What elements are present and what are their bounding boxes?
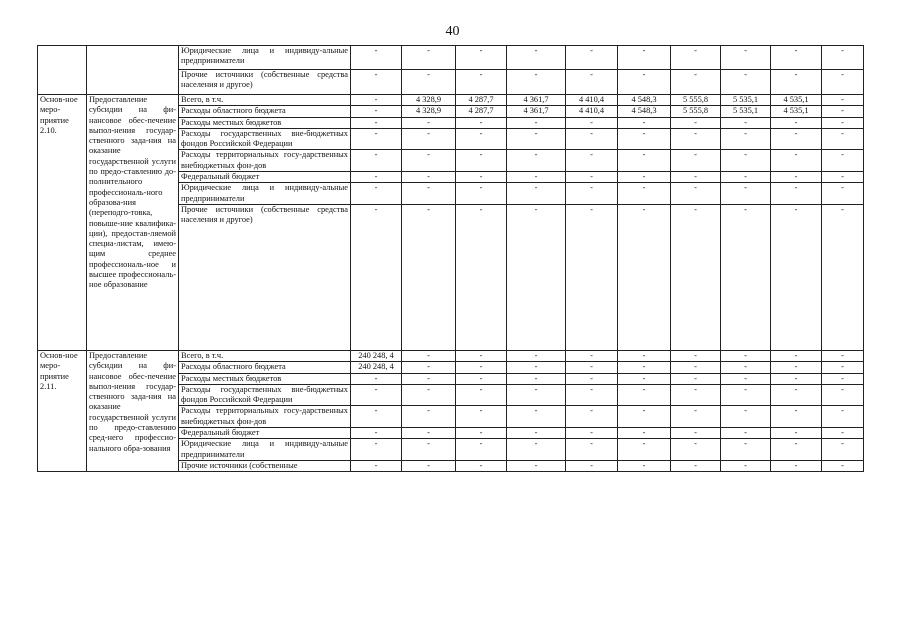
value-cell: 4 287,7 xyxy=(456,106,507,117)
value-cell: - xyxy=(671,128,721,150)
value-cell: - xyxy=(456,350,507,361)
value-cell: - xyxy=(402,350,456,361)
value-cell: 4 535,1 xyxy=(771,106,822,117)
value-cell: - xyxy=(507,373,566,384)
value-cell: - xyxy=(402,384,456,406)
value-cell: - xyxy=(618,350,671,361)
value-cell: - xyxy=(671,428,721,439)
row-label: Расходы государственных вне-бюджетных фондов Российской Федерации xyxy=(179,384,351,406)
measure-description-cell: Предоставление субсидии на фи-нансовое обес-печение выпол-нения государ-ственного зада-ния на оказание государственной услуги по предо-ставлению до-полнительного профессиональ-ного образова-ния (переподго-товка, повыше-ние квалифика-ции), предостав-ляемой специа-листам, имею-щим среднее профессиональ-ное и высшее профессиональ-ное образование xyxy=(87,95,179,351)
measure-code-cell xyxy=(38,46,87,95)
value-cell: - xyxy=(566,183,618,205)
value-cell: - xyxy=(721,406,771,428)
value-cell: - xyxy=(456,439,507,461)
page-number: 40 xyxy=(445,24,460,39)
value-cell: - xyxy=(402,172,456,183)
value-cell: - xyxy=(566,384,618,406)
value-cell: 4 328,9 xyxy=(402,106,456,117)
row-label: Расходы территориальных госу-дарственных внебюджетных фон-дов xyxy=(179,406,351,428)
value-cell: - xyxy=(507,384,566,406)
value-cell: - xyxy=(822,373,864,384)
value-cell: 4 410,4 xyxy=(566,95,618,106)
value-cell: - xyxy=(566,117,618,128)
row-label: Прочие источники (собственные средства населения и другое) xyxy=(179,70,351,95)
value-cell: 4 410,4 xyxy=(566,106,618,117)
value-cell: - xyxy=(721,373,771,384)
value-cell: - xyxy=(822,350,864,361)
value-cell: - xyxy=(822,70,864,95)
value-cell: - xyxy=(351,46,402,70)
value-cell: - xyxy=(351,428,402,439)
value-cell: - xyxy=(671,172,721,183)
value-cell: - xyxy=(721,183,771,205)
row-label: Юридические лица и индивиду-альные предприниматели xyxy=(179,46,351,70)
value-cell: 5 535,1 xyxy=(721,95,771,106)
value-cell: - xyxy=(456,117,507,128)
table-row xyxy=(38,46,864,70)
value-cell: - xyxy=(822,183,864,205)
row-label: Федеральный бюджет xyxy=(179,172,351,183)
row-label: Всего, в т.ч. xyxy=(179,95,351,106)
value-cell: - xyxy=(507,150,566,172)
measure-code-cell: Основ-ное меро-приятие 2.11. xyxy=(38,350,87,471)
value-cell: - xyxy=(351,373,402,384)
value-cell: - xyxy=(671,117,721,128)
value-cell: - xyxy=(402,183,456,205)
value-cell: 4 328,9 xyxy=(402,95,456,106)
value-cell: - xyxy=(402,128,456,150)
table-row xyxy=(38,350,864,361)
value-cell: - xyxy=(351,183,402,205)
value-cell: - xyxy=(566,46,618,70)
value-cell: - xyxy=(771,117,822,128)
value-cell: - xyxy=(671,439,721,461)
value-cell: - xyxy=(771,350,822,361)
value-cell: - xyxy=(507,128,566,150)
row-label: Расходы государственных вне-бюджетных фондов Российской Федерации xyxy=(179,128,351,150)
value-cell: - xyxy=(618,46,671,70)
value-cell: - xyxy=(456,204,507,350)
value-cell: - xyxy=(566,428,618,439)
value-cell: - xyxy=(671,406,721,428)
value-cell: - xyxy=(566,362,618,373)
value-cell: - xyxy=(721,172,771,183)
value-cell: - xyxy=(351,204,402,350)
value-cell: - xyxy=(456,362,507,373)
value-cell: - xyxy=(771,373,822,384)
value-cell: - xyxy=(721,428,771,439)
value-cell: - xyxy=(402,362,456,373)
value-cell: - xyxy=(507,406,566,428)
value-cell: - xyxy=(507,350,566,361)
value-cell: - xyxy=(566,150,618,172)
value-cell: - xyxy=(822,384,864,406)
value-cell: - xyxy=(402,204,456,350)
value-cell: - xyxy=(618,460,671,471)
value-cell: - xyxy=(566,439,618,461)
value-cell: - xyxy=(566,204,618,350)
row-label: Расходы областного бюджета xyxy=(179,362,351,373)
value-cell: 5 555,8 xyxy=(671,106,721,117)
value-cell: - xyxy=(456,183,507,205)
value-cell: - xyxy=(721,350,771,361)
value-cell: - xyxy=(618,428,671,439)
value-cell: - xyxy=(721,46,771,70)
value-cell: - xyxy=(618,362,671,373)
value-cell: - xyxy=(456,406,507,428)
value-cell: - xyxy=(351,384,402,406)
value-cell: - xyxy=(618,406,671,428)
value-cell: - xyxy=(771,70,822,95)
value-cell: - xyxy=(456,460,507,471)
value-cell: - xyxy=(507,362,566,373)
value-cell: - xyxy=(822,150,864,172)
row-label: Расходы областного бюджета xyxy=(179,106,351,117)
value-cell: - xyxy=(822,117,864,128)
value-cell: - xyxy=(822,106,864,117)
value-cell: - xyxy=(771,406,822,428)
value-cell: - xyxy=(771,460,822,471)
value-cell: - xyxy=(507,46,566,70)
value-cell: - xyxy=(456,70,507,95)
value-cell: - xyxy=(771,46,822,70)
value-cell: 5 555,8 xyxy=(671,95,721,106)
value-cell: - xyxy=(822,128,864,150)
value-cell: - xyxy=(771,183,822,205)
value-cell: - xyxy=(351,406,402,428)
value-cell: - xyxy=(456,46,507,70)
value-cell: - xyxy=(822,95,864,106)
value-cell: - xyxy=(507,439,566,461)
value-cell: - xyxy=(566,373,618,384)
value-cell: - xyxy=(351,70,402,95)
value-cell: - xyxy=(721,70,771,95)
value-cell: - xyxy=(618,150,671,172)
value-cell: - xyxy=(618,128,671,150)
row-label: Юридические лица и индивиду-альные предприниматели xyxy=(179,183,351,205)
value-cell: - xyxy=(721,384,771,406)
value-cell: - xyxy=(618,117,671,128)
value-cell: - xyxy=(402,460,456,471)
value-cell: - xyxy=(771,150,822,172)
value-cell: - xyxy=(402,428,456,439)
value-cell: - xyxy=(507,204,566,350)
value-cell: - xyxy=(507,117,566,128)
value-cell: 240 248, 4 xyxy=(351,350,402,361)
value-cell: - xyxy=(351,106,402,117)
value-cell: - xyxy=(822,362,864,373)
value-cell: - xyxy=(618,204,671,350)
value-cell: - xyxy=(618,384,671,406)
value-cell: - xyxy=(822,460,864,471)
row-label: Федеральный бюджет xyxy=(179,428,351,439)
row-label: Всего, в т.ч. xyxy=(179,350,351,361)
value-cell: - xyxy=(507,183,566,205)
value-cell: - xyxy=(771,428,822,439)
value-cell: - xyxy=(402,406,456,428)
row-label: Расходы местных бюджетов xyxy=(179,373,351,384)
value-cell: - xyxy=(721,439,771,461)
value-cell: - xyxy=(351,460,402,471)
value-cell: - xyxy=(566,70,618,95)
value-cell: - xyxy=(351,117,402,128)
value-cell: - xyxy=(671,460,721,471)
measure-description-cell xyxy=(87,46,179,95)
value-cell: - xyxy=(402,46,456,70)
value-cell: - xyxy=(671,150,721,172)
value-cell: - xyxy=(671,46,721,70)
value-cell: 4 535,1 xyxy=(771,95,822,106)
budget-table xyxy=(37,45,864,472)
row-label: Расходы местных бюджетов xyxy=(179,117,351,128)
value-cell: - xyxy=(771,439,822,461)
value-cell: - xyxy=(671,183,721,205)
value-cell: - xyxy=(721,117,771,128)
value-cell: - xyxy=(456,150,507,172)
value-cell: - xyxy=(507,428,566,439)
row-label: Расходы территориальных госу-дарственных внебюджетных фон-дов xyxy=(179,150,351,172)
value-cell: - xyxy=(618,172,671,183)
value-cell: - xyxy=(618,70,671,95)
value-cell: - xyxy=(671,204,721,350)
value-cell: - xyxy=(721,150,771,172)
value-cell: - xyxy=(566,406,618,428)
value-cell: - xyxy=(721,204,771,350)
value-cell: - xyxy=(771,384,822,406)
value-cell: - xyxy=(566,172,618,183)
value-cell: - xyxy=(566,128,618,150)
table-row xyxy=(38,95,864,106)
value-cell: - xyxy=(507,460,566,471)
row-label: Юридические лица и индивиду-альные предприниматели xyxy=(179,439,351,461)
value-cell: - xyxy=(721,128,771,150)
value-cell: - xyxy=(771,128,822,150)
value-cell: - xyxy=(351,172,402,183)
value-cell: - xyxy=(671,362,721,373)
value-cell: - xyxy=(822,406,864,428)
value-cell: - xyxy=(507,172,566,183)
row-label: Прочие источники (собственные xyxy=(179,460,351,471)
value-cell: 4 548,3 xyxy=(618,95,671,106)
value-cell: - xyxy=(456,373,507,384)
value-cell: - xyxy=(351,95,402,106)
row-label: Прочие источники (собственные средства населения и другое) xyxy=(179,204,351,350)
value-cell: - xyxy=(402,70,456,95)
measure-description-cell: Предоставление субсидии на фи-нансовое обес-печение выпол-нения государ-ственного зада-ния на оказание государственной услуги по предо-ставлению сред-него профессио-нального обра-зования xyxy=(87,350,179,471)
value-cell: - xyxy=(351,439,402,461)
value-cell: - xyxy=(351,150,402,172)
value-cell: 4 548,3 xyxy=(618,106,671,117)
value-cell: - xyxy=(507,70,566,95)
value-cell: - xyxy=(671,384,721,406)
value-cell: - xyxy=(822,428,864,439)
value-cell: - xyxy=(456,128,507,150)
value-cell: - xyxy=(671,373,721,384)
measure-code-cell: Основ-ное меро-приятие 2.10. xyxy=(38,95,87,351)
value-cell: - xyxy=(618,183,671,205)
value-cell: - xyxy=(822,46,864,70)
value-cell: - xyxy=(618,373,671,384)
value-cell: - xyxy=(721,362,771,373)
value-cell: 4 361,7 xyxy=(507,106,566,117)
value-cell: - xyxy=(456,172,507,183)
value-cell: - xyxy=(771,204,822,350)
value-cell: - xyxy=(402,150,456,172)
value-cell: - xyxy=(822,172,864,183)
value-cell: - xyxy=(351,128,402,150)
value-cell: - xyxy=(566,350,618,361)
value-cell: - xyxy=(721,460,771,471)
value-cell: - xyxy=(566,460,618,471)
value-cell: - xyxy=(402,117,456,128)
value-cell: 5 535,1 xyxy=(721,106,771,117)
value-cell: - xyxy=(618,439,671,461)
value-cell: - xyxy=(822,439,864,461)
value-cell: - xyxy=(402,373,456,384)
value-cell: - xyxy=(402,439,456,461)
value-cell: - xyxy=(456,428,507,439)
value-cell: - xyxy=(671,350,721,361)
value-cell: - xyxy=(771,362,822,373)
value-cell: 4 361,7 xyxy=(507,95,566,106)
value-cell: - xyxy=(456,384,507,406)
value-cell: 240 248, 4 xyxy=(351,362,402,373)
value-cell: - xyxy=(771,172,822,183)
value-cell: 4 287,7 xyxy=(456,95,507,106)
value-cell: - xyxy=(671,70,721,95)
value-cell: - xyxy=(822,204,864,350)
